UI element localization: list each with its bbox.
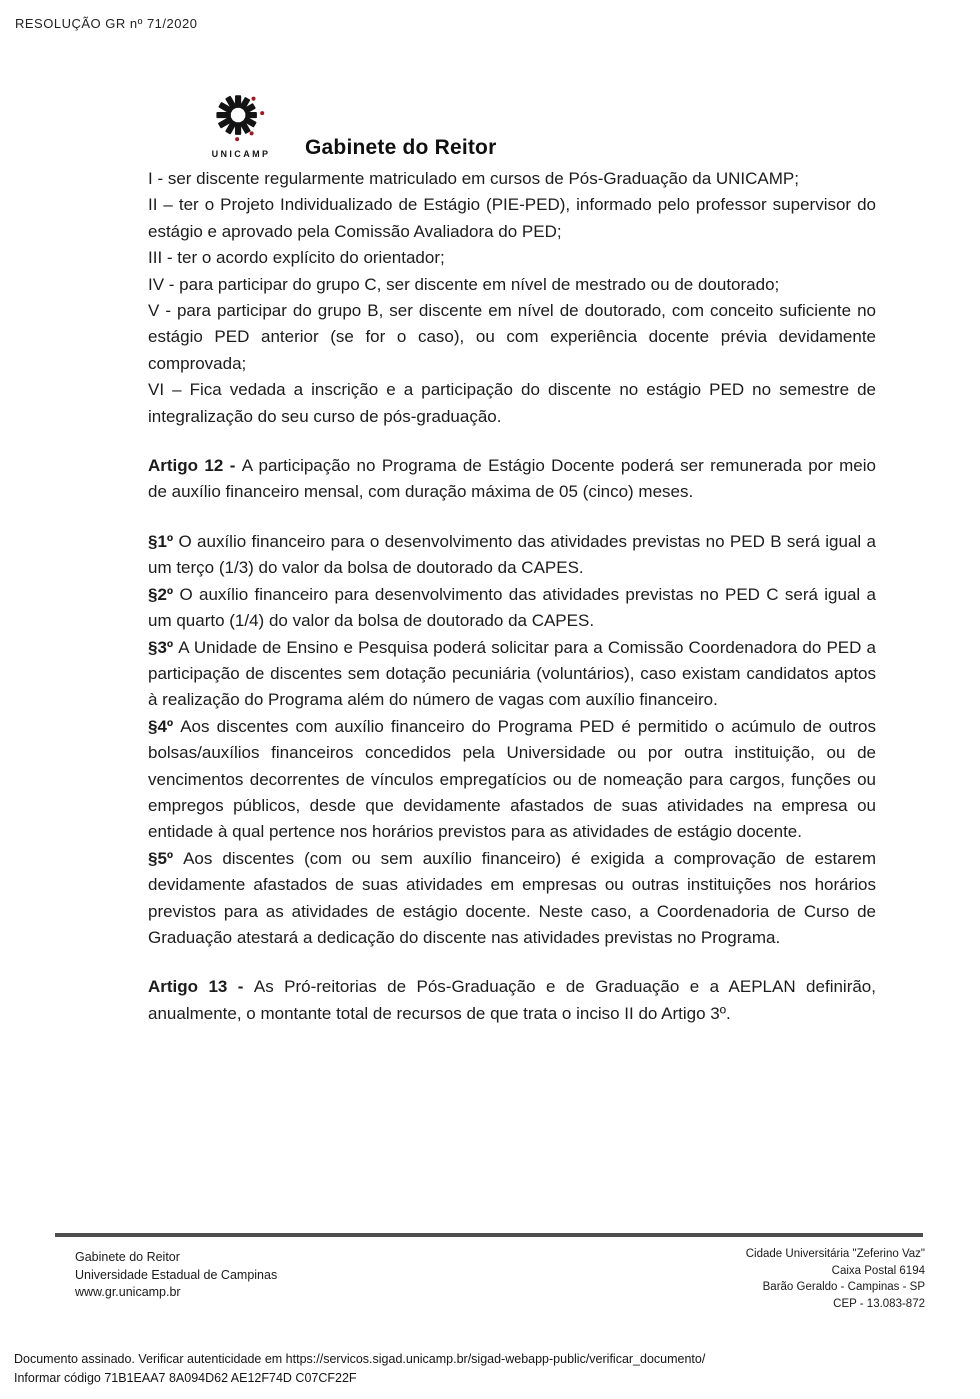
paragraph-text: IV - para participar do grupo C, ser discente em nível de mestrado ou de doutorado; [148,274,780,294]
paragraph-lead: §2º [148,584,180,604]
unicamp-logo-caption: UNICAMP [211,149,271,159]
paragraph [148,453,876,506]
footer-line: Universidade Estadual de Campinas [75,1267,278,1282]
footer-line: Gabinete do Reitor [75,1250,180,1264]
footer-address-right [746,1246,925,1312]
document-body [148,166,876,1027]
paragraph-text: O auxílio financeiro para o desenvolvimento das atividades previstas no PED B será igual a um terço (1/3) do valor da bolsa de doutorado da CAPES. [148,531,876,578]
paragraph-text: Aos discentes com auxílio financeiro do Programa PED é permitido o acúmulo de outros bolsas/auxílios financeiros concedidos pela Universidade ou por outra instituição, ou de vencimentos decorrentes de vínculos empregatícios ou de nomeação para cargos, funções ou empregos públicos, desde que devidamente afastados de suas atividades na empresa ou entidade à qual pertence nos horários previstos para as atividades de estágio docente. [148,716,876,842]
paragraph [148,714,876,846]
paragraph-text: II – ter o Projeto Individualizado de Estágio (PIE-PED), informado pelo professor supervisor do estágio e aprovado pela Comissão Avaliadora do PED; [148,195,876,241]
paragraph-lead: Artigo 13 - [148,977,254,997]
paragraph [148,245,876,271]
paragraph [148,298,876,377]
footer-line: Caixa Postal 6194 [831,1264,925,1277]
paragraph [148,192,876,245]
paragraph-text: Aos discentes (com ou sem auxílio financeiro) é exigida a comprovação de estarem devidamente afastados de suas atividades em empresas ou outras instituições nos horários previstos para as atividades de estágio docente. Neste caso, a Coordenadoria de Curso de Graduação atestará a dedicação do discente nas atividades previstas no Programa. [148,848,876,947]
resolution-reference: RESOLUÇÃO GR nº 71/2020 [15,16,198,31]
footer-divider [55,1233,923,1237]
paragraph-text: A participação no Programa de Estágio Docente poderá ser remunerada por meio de auxílio financeiro mensal, com duração máxima de 05 (cinco) meses. [148,456,876,502]
paragraph-lead: §5º [148,848,184,868]
signature-verification-note [14,1350,705,1387]
paragraph [148,582,876,635]
unicamp-logo-block [209,90,273,159]
paragraph-text: I - ser discente regularmente matriculado em cursos de Pós-Graduação da UNICAMP; [148,169,799,188]
page-title: Gabinete do Reitor [305,136,497,159]
paragraph-text: V - para participar do grupo B, ser discente em nível de doutorado, com conceito suficiente no estágio PED anterior (se for o caso), ou com experiência docente prévia devidamente comprovada; [148,301,876,373]
paragraph [148,272,876,298]
paragraph [148,974,876,1027]
paragraph-lead: §1º [148,531,179,551]
signature-line-2: Informar código 71B1EAA7 8A094D62 AE12F74D C07CF22F [14,1370,357,1385]
footer-line: Cidade Universitária "Zeferino Vaz" [745,1248,925,1260]
footer-address-left [75,1249,277,1302]
footer-line: Barão Geraldo - Campinas - SP [762,1281,925,1293]
paragraph-text: As Pró-reitorias de Pós-Graduação e de Graduação e a AEPLAN definirão, anualmente, o montante total de recursos de que trata o inciso II do Artigo 3º. [148,977,876,1023]
paragraph-text: VI – Fica vedada a inscrição e a participação do discente no estágio PED no semestre de integralização do seu curso de pós-graduação. [148,380,876,426]
paragraph-lead: Artigo 12 - [148,456,242,476]
paragraph-text: III - ter o acordo explícito do orientador; [148,248,445,268]
unicamp-logo-icon [212,131,270,148]
footer-line: www.gr.unicamp.br [75,1285,181,1299]
paragraph-lead: §4º [148,716,181,736]
paragraph-lead: §3º [148,637,179,657]
paragraph-text: O auxílio financeiro para desenvolvimento das atividades previstas no PED C será igual a um quarto (1/4) do valor da bolsa de doutorado da CAPES. [148,584,876,631]
paragraph [148,166,876,192]
paragraph [148,377,876,430]
paragraph-text: A Unidade de Ensino e Pesquisa poderá solicitar para a Comissão Coordenadora do PED a participação de discentes sem dotação pecuniária (voluntários), caso existam candidatos aptos à realização do Programa além do número de vagas com auxílio financeiro. [148,637,876,710]
paragraph [148,846,876,952]
signature-line-1: Documento assinado. Verificar autenticidade em https://servicos.sigad.unicamp.br/sigad-webapp-public/verificar_documento/ [14,1352,706,1366]
paragraph [148,635,876,714]
footer-line: CEP - 13.083-872 [833,1297,925,1310]
paragraph [148,529,876,582]
